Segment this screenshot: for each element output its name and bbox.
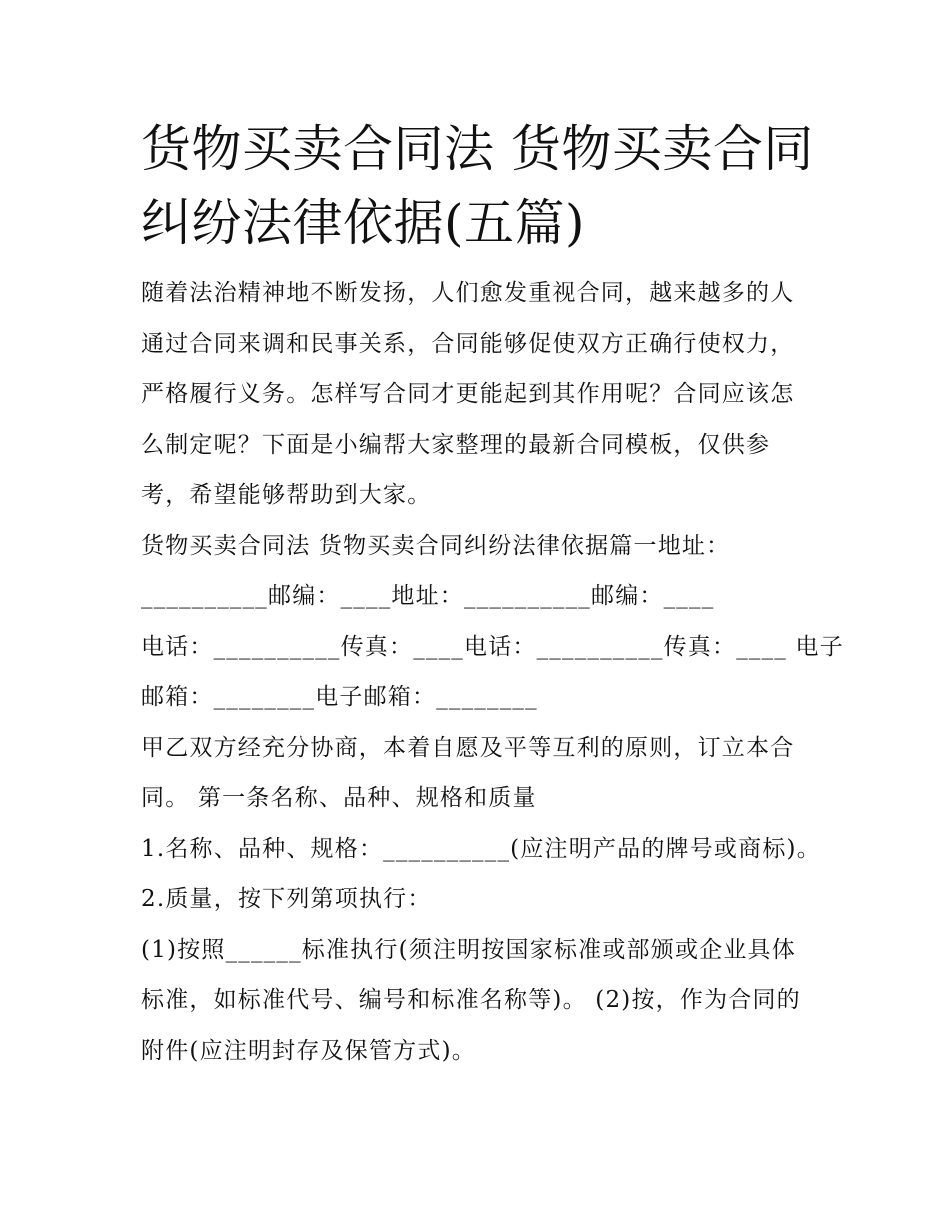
text-line: 附件(应注明封存及保管方式)。 xyxy=(141,1037,476,1064)
text-line: (1)按照______标准执行(须注明按国家标准或部颁或企业具体 xyxy=(141,936,796,963)
text-line: 么制定呢？下面是小编帮大家整理的最新合同模板，仅供参 xyxy=(141,431,771,458)
text-line: 货物买卖合同法 货物买卖合同纠纷法律依据篇一地址： xyxy=(141,532,731,559)
text-line: 标准，如标准代号、编号和标准名称等)。 (2)按，作为合同的 xyxy=(141,987,801,1013)
section-heading xyxy=(141,521,817,572)
agreement-paragraph xyxy=(141,723,817,824)
text-line: 同。 第一条名称、品种、规格和质量 xyxy=(141,785,537,811)
document-title xyxy=(141,112,817,260)
document-body xyxy=(141,112,844,1076)
text-line: 严格履行义务。怎样写合同才更能起到其作用呢？合同应该怎 xyxy=(141,381,795,407)
clause-item-2 xyxy=(141,874,817,925)
clause-item-2-detail xyxy=(141,925,817,1077)
title-line: 货物买卖合同法 货物买卖合同 xyxy=(141,120,814,178)
contact-paragraph xyxy=(141,622,844,723)
text-line: 随着法治精神地不断发扬，人们愈发重视合同，越来越多的人 xyxy=(141,280,795,306)
text-line: 考，希望能够帮助到大家。 xyxy=(141,482,432,508)
text-line: 甲乙双方经充分协商，本着自愿及平等互利的原则，订立本合 xyxy=(141,734,795,761)
text-line: 2.质量，按下列第项执行： xyxy=(141,886,432,912)
intro-paragraph xyxy=(141,268,817,521)
text-line: __________邮编：____地址：__________邮编：____ xyxy=(141,583,715,609)
address-line xyxy=(141,571,817,622)
text-line: 电话：__________传真：____电话：__________传真：____ 电子 xyxy=(141,633,844,660)
text-line: 1.名称、品种、规格：__________(应注明产品的牌号或商标)。 xyxy=(141,835,821,862)
text-line: 通过合同来调和民事关系，合同能够促使双方正确行使权力， xyxy=(141,330,795,357)
text-line: 邮箱：________电子邮箱：________ xyxy=(141,684,538,710)
title-line: 纠纷法律依据(五篇) xyxy=(141,194,586,252)
clause-item-1 xyxy=(141,824,821,875)
